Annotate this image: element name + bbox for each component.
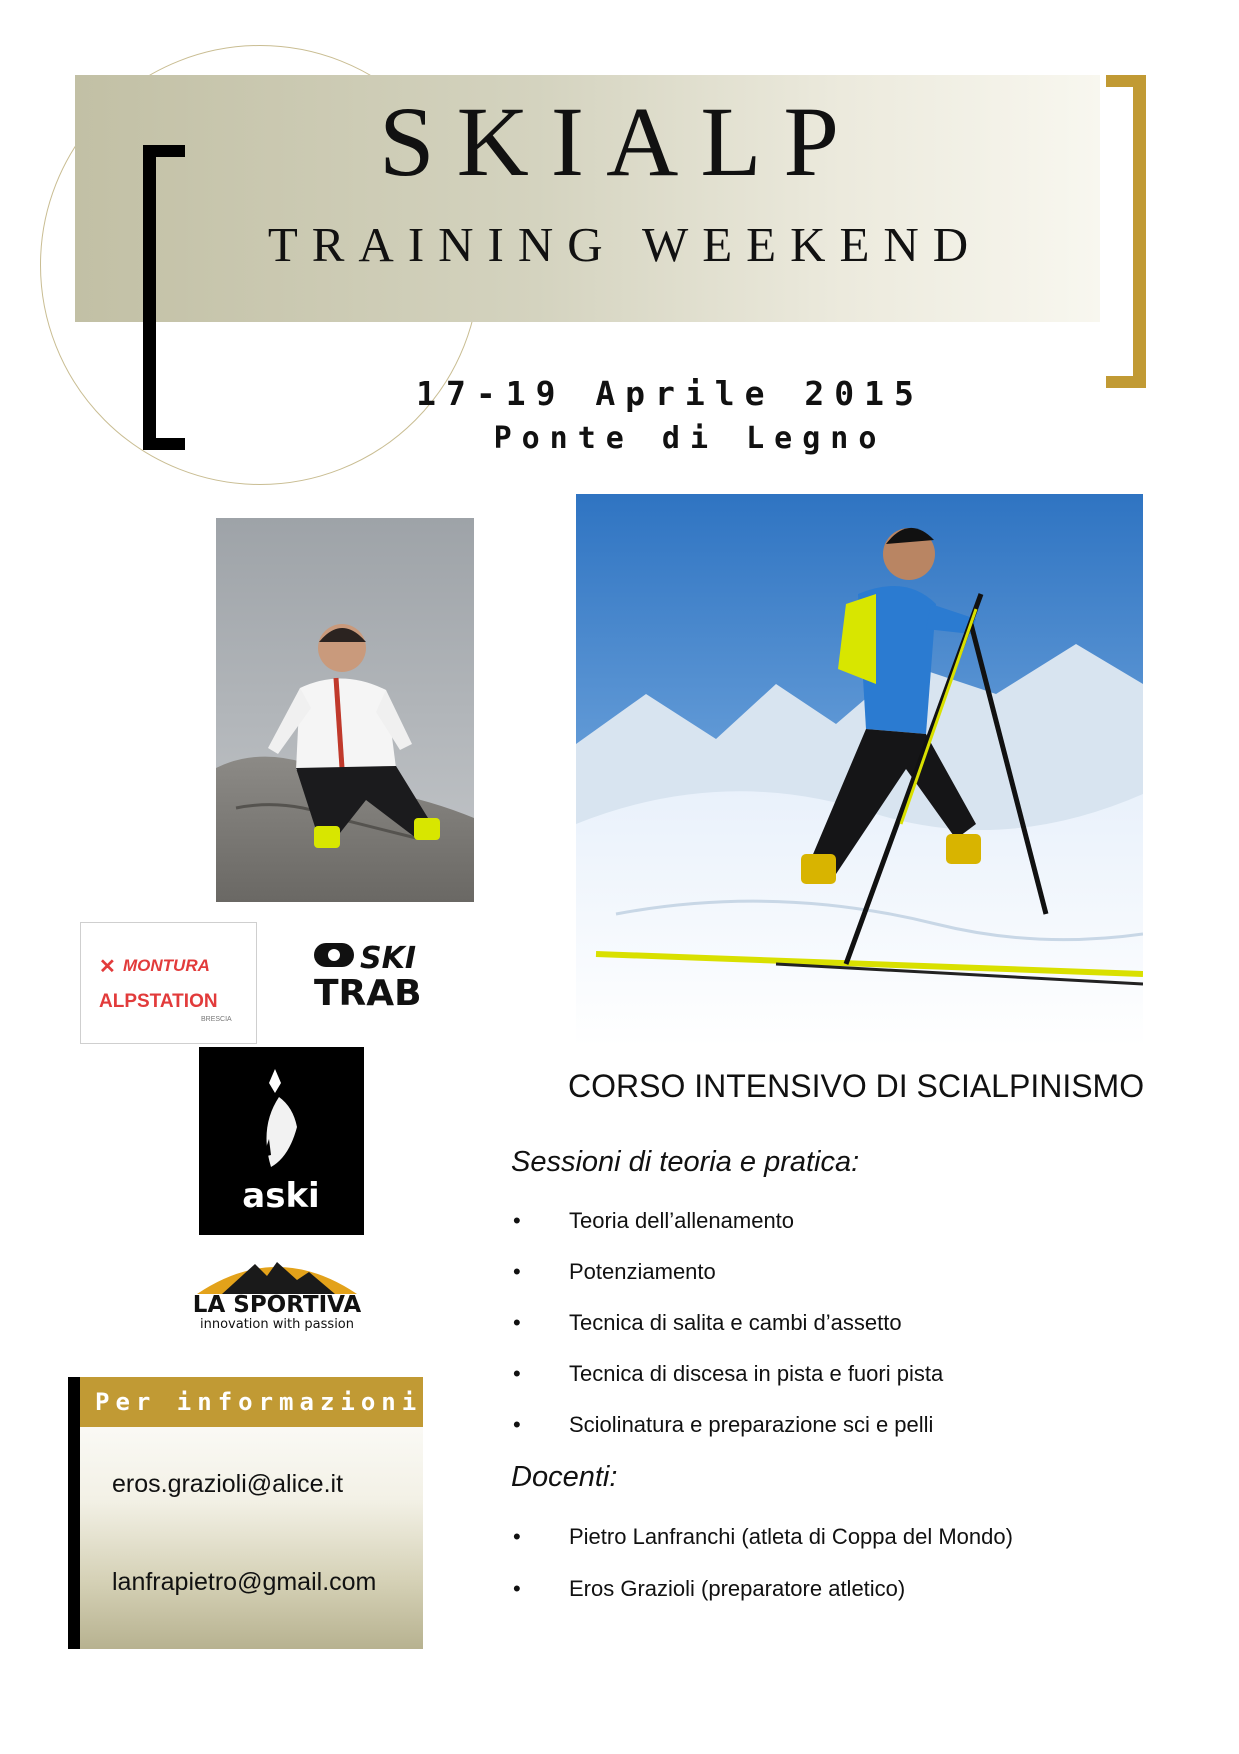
trab-text: TRAB [314, 973, 422, 1014]
brescia-text: BRESCIA [201, 1016, 232, 1023]
teacher-text: Pietro Lanfranchi (atleta di Coppa del Mondo) [569, 1524, 1013, 1549]
right-bracket [1106, 75, 1146, 388]
email-link[interactable]: lanfrapietro@gmail.com [112, 1568, 377, 1596]
sportiva-tagline: innovation with passion [199, 1317, 355, 1332]
event-place: Ponte di Legno [493, 421, 887, 456]
page-title: SKIALP [378, 86, 862, 197]
left-bracket [143, 145, 185, 450]
ski-trab-logo [310, 935, 495, 1015]
bullet: • [513, 1208, 521, 1233]
instructor-photo [216, 518, 474, 902]
session-text: Sciolinatura e preparazione sci e pelli [569, 1412, 934, 1437]
event-date: 17-19 Aprile 2015 [416, 374, 924, 413]
bullet: • [513, 1259, 521, 1284]
bullet: • [513, 1310, 521, 1335]
ski-text: SKI [360, 941, 417, 976]
la-sportiva-logo [137, 1250, 417, 1332]
alpstation-text: ALPSTATION [99, 991, 218, 1012]
montura-text: MONTURA [123, 956, 210, 975]
info-side-bar [68, 1377, 80, 1649]
bullet: • [513, 1524, 521, 1549]
aski-text: aski [242, 1176, 320, 1216]
aski-logo [199, 1047, 364, 1235]
session-text: Tecnica di salita e cambi d’assetto [569, 1310, 902, 1335]
sessions-heading: Sessioni di teoria e pratica: [511, 1146, 860, 1178]
course-title: CORSO INTENSIVO DI SCIALPINISMO [568, 1068, 1145, 1104]
teachers-heading: Docenti: [511, 1461, 618, 1493]
session-text: Potenziamento [569, 1259, 716, 1284]
teacher-text: Eros Grazioli (preparatore atletico) [569, 1576, 906, 1601]
bullet: • [513, 1412, 521, 1437]
email-link[interactable]: eros.grazioli@alice.it [112, 1470, 344, 1498]
bullet: • [513, 1361, 521, 1386]
info-title: Per informazioni [95, 1388, 423, 1416]
skier-photo [576, 494, 1143, 1047]
bullet: • [513, 1576, 521, 1601]
svg-text:✕: ✕ [99, 956, 116, 978]
page-subtitle: TRAINING WEEKEND [267, 217, 983, 272]
session-text: Tecnica di discesa in pista e fuori pista [569, 1361, 944, 1386]
session-text: Teoria dell’allenamento [569, 1208, 795, 1233]
montura-alpstation-logo [80, 922, 257, 1044]
sportiva-name: LA SPORTIVA [192, 1292, 362, 1318]
